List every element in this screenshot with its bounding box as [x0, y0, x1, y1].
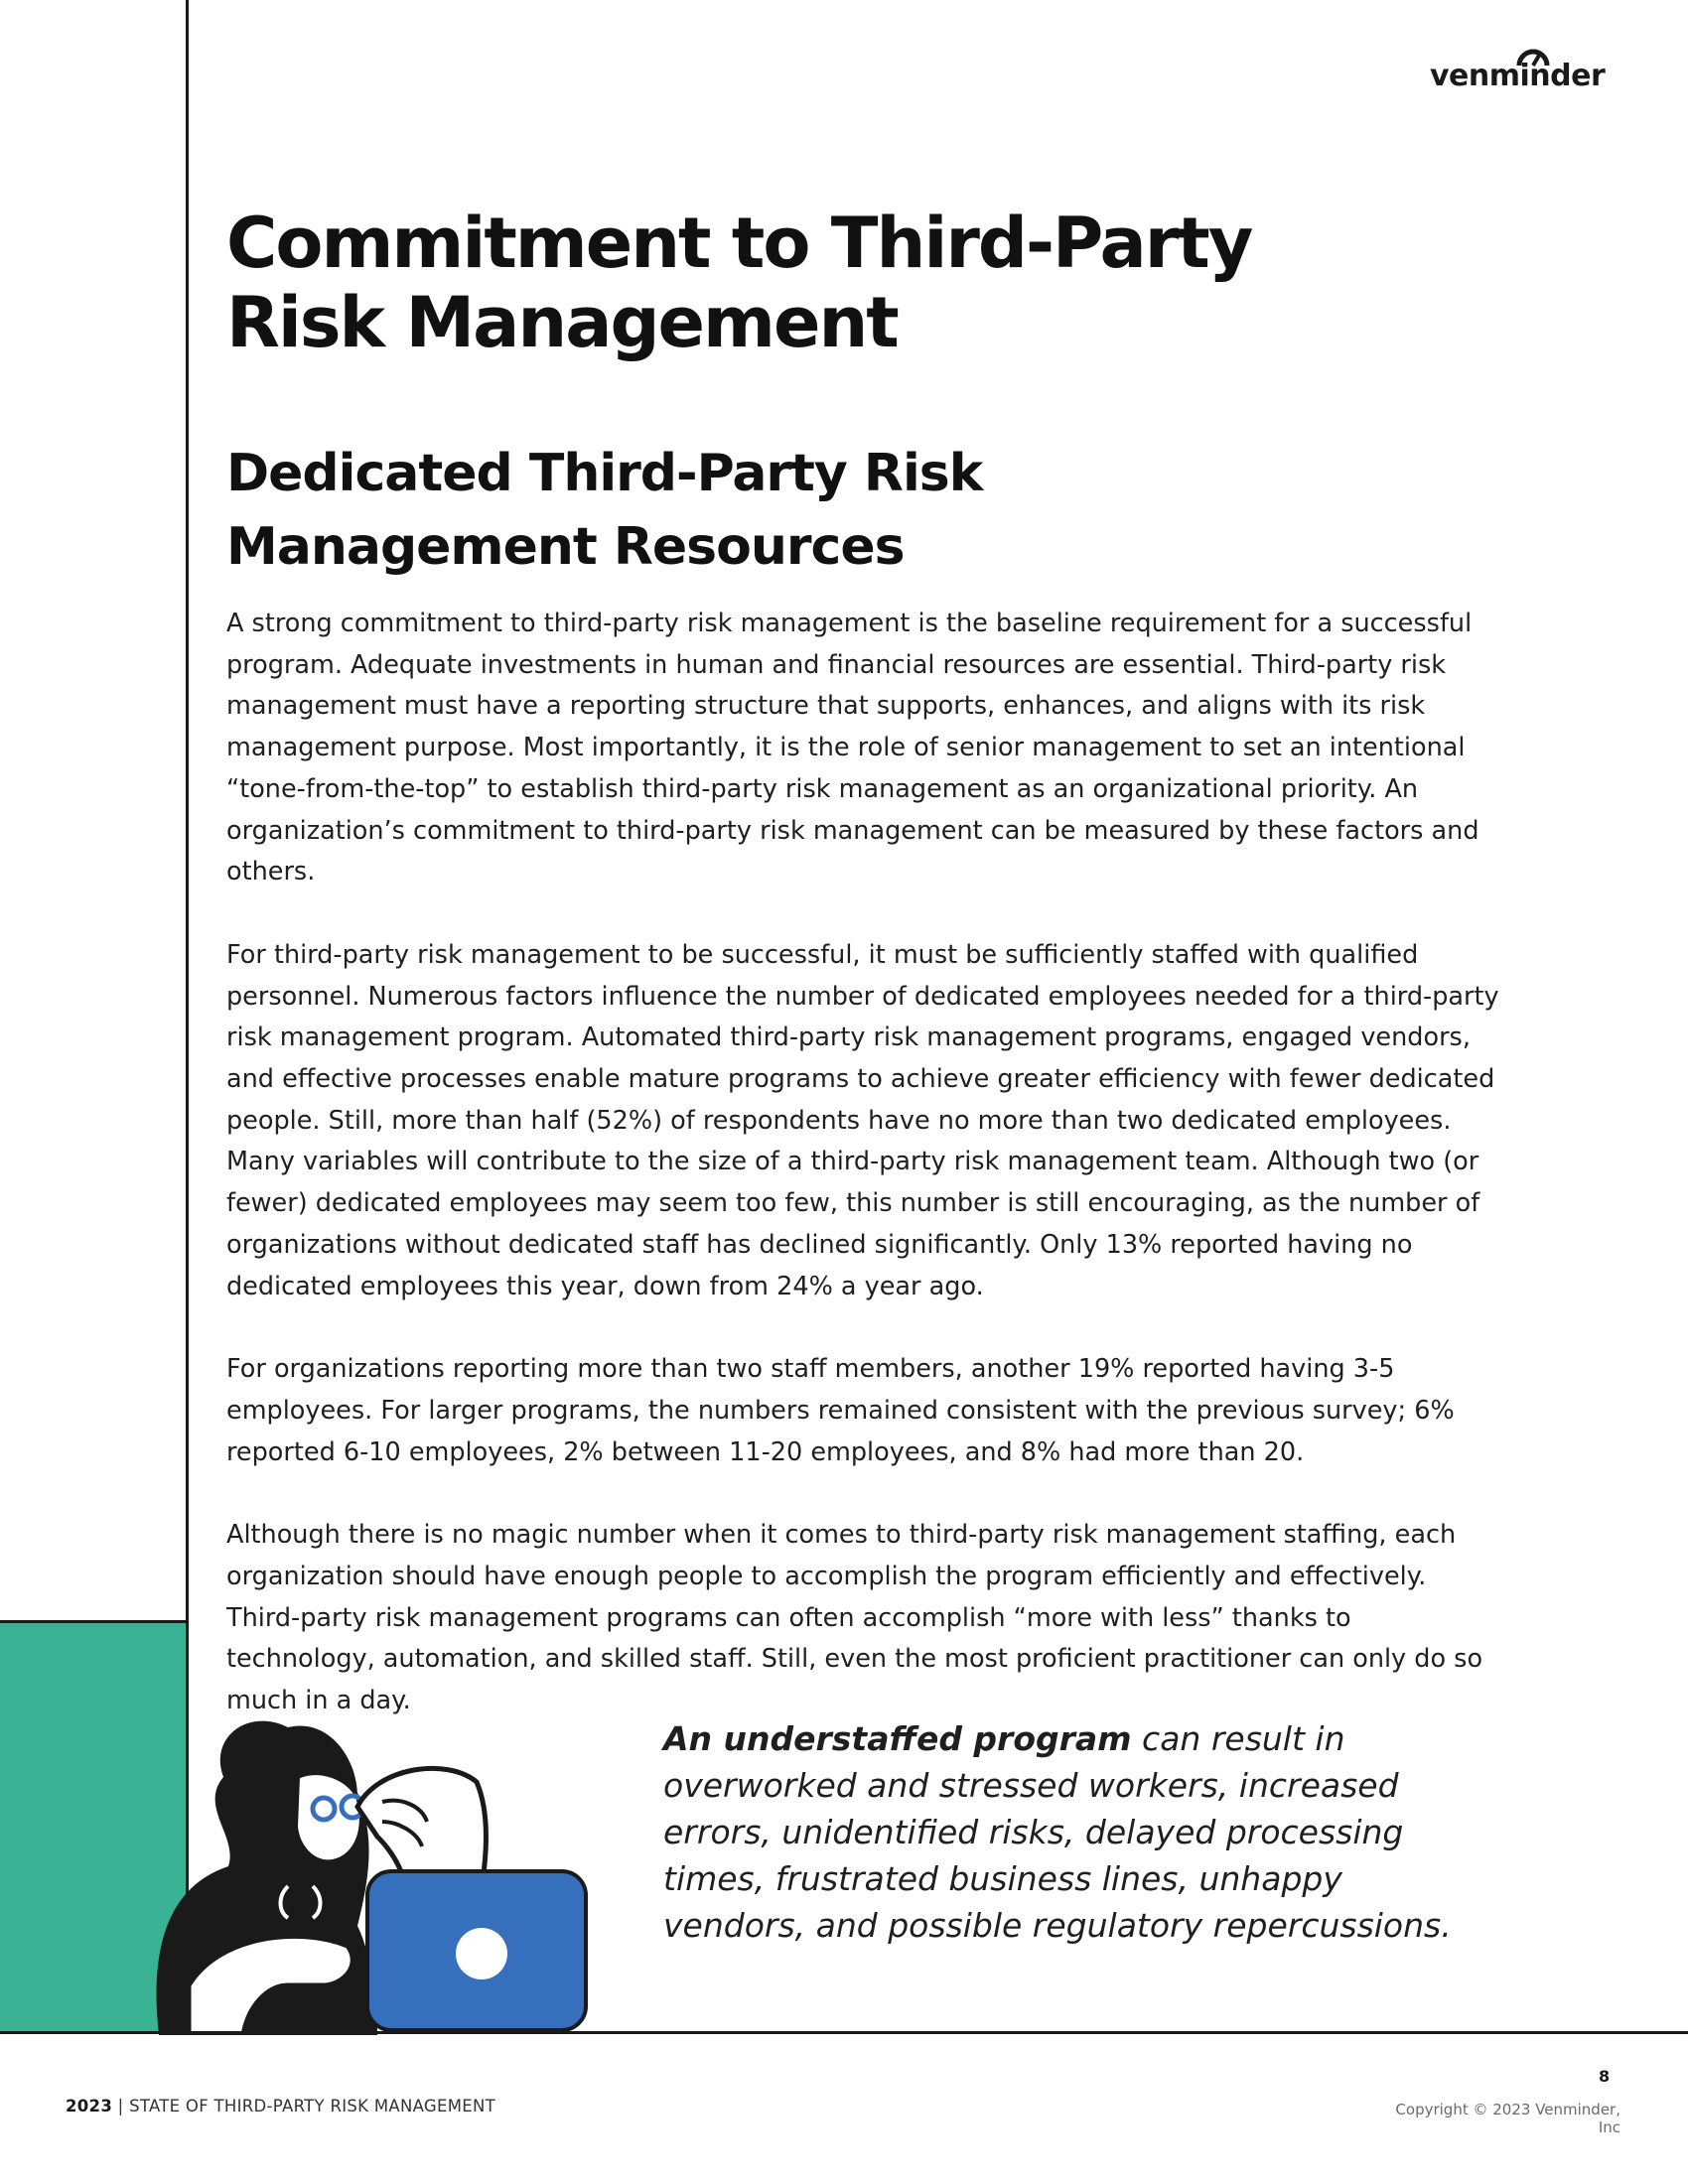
page-title [226, 204, 1418, 362]
body-paragraph: For organizations reporting more than two staff members, another 19% reported having 3-5 employees. For larger programs, the numbers remained consistent with the previous survey; 6% reported 6-10 employees, 2% between 11-20 employees, and 8% had more than 20. [226, 1354, 1455, 1467]
overworked-person-illustration [129, 1688, 606, 2035]
section-heading-line-1: Dedicated Third-Party Risk [226, 444, 983, 503]
callout-emphasis: An understaffed program [663, 1719, 1132, 1758]
callout-quote [663, 1715, 1477, 1949]
left-vertical-rule [186, 0, 189, 1620]
footer-separator: | [112, 2097, 130, 2116]
title-line-2: Risk Management [226, 282, 898, 363]
footer-report-title [66, 2097, 495, 2116]
footer-title-text: STATE OF THIRD-PARTY RISK MANAGEMENT [129, 2097, 495, 2116]
body-paragraph: Although there is no magic number when it comes to third-party risk management staffing, each organization should have enough people to accomplish the program efficiently and effectively. Third-party risk management programs can often accomplish “more with less” thanks to technology, automation, and skilled staff. Still, even the most proficient practitioner can only do so much in a day. [226, 1520, 1483, 1716]
logo-wordmark: venminder [1430, 59, 1606, 93]
section-heading-line-2: Management Resources [226, 517, 905, 577]
page-number: 8 [1599, 2067, 1611, 2086]
footer-divider [0, 2031, 1688, 2034]
section-heading [226, 437, 1219, 584]
body-text [226, 604, 1507, 1764]
footer-year: 2023 [66, 2097, 113, 2116]
callout-text: can result in overworked and stressed workers, increased errors, unidentified risks, delayed processing times, frustrated business lines, unhappy vendors, and possible regulatory repercussions. [663, 1719, 1452, 1945]
body-paragraph: For third-party risk management to be successful, it must be sufficiently staffed with qualified personnel. Numerous factors influence the number of dedicated employees needed for a third-party risk management program. Automated third-party risk management programs, engaged vendors, and effective processes enable mature programs to achieve greater efficiency with fewer dedicated people. Still, more than half (52%) of respondents have no more than two dedicated employees. Many variables will contribute to the size of a third-party risk management team. Although two (or fewer) dedicated employees may seem too few, this number is still encouraging, as the number of organizations without dedicated staff has declined significantly. Only 13% reported having no dedicated employees this year, down from 24% a year ago. [226, 939, 1499, 1301]
footer-copyright: Copyright © 2023 Venminder, Inc [1395, 2101, 1620, 2136]
title-line-1: Commitment to Third-Party [226, 203, 1252, 284]
venminder-logo [1430, 42, 1623, 101]
body-paragraph: A strong commitment to third-party risk management is the baseline requirement for a successful program. Adequate investments in human and financial resources are essential. Third-party risk management must have a reporting structure that supports, enhances, and aligns with its risk management purpose. Most importantly, it is the role of senior management to set an intentional “tone-from-the-top” to establish third-party risk management as an organizational priority. An organization’s commitment to third-party risk management can be measured by these factors and others. [226, 609, 1479, 887]
